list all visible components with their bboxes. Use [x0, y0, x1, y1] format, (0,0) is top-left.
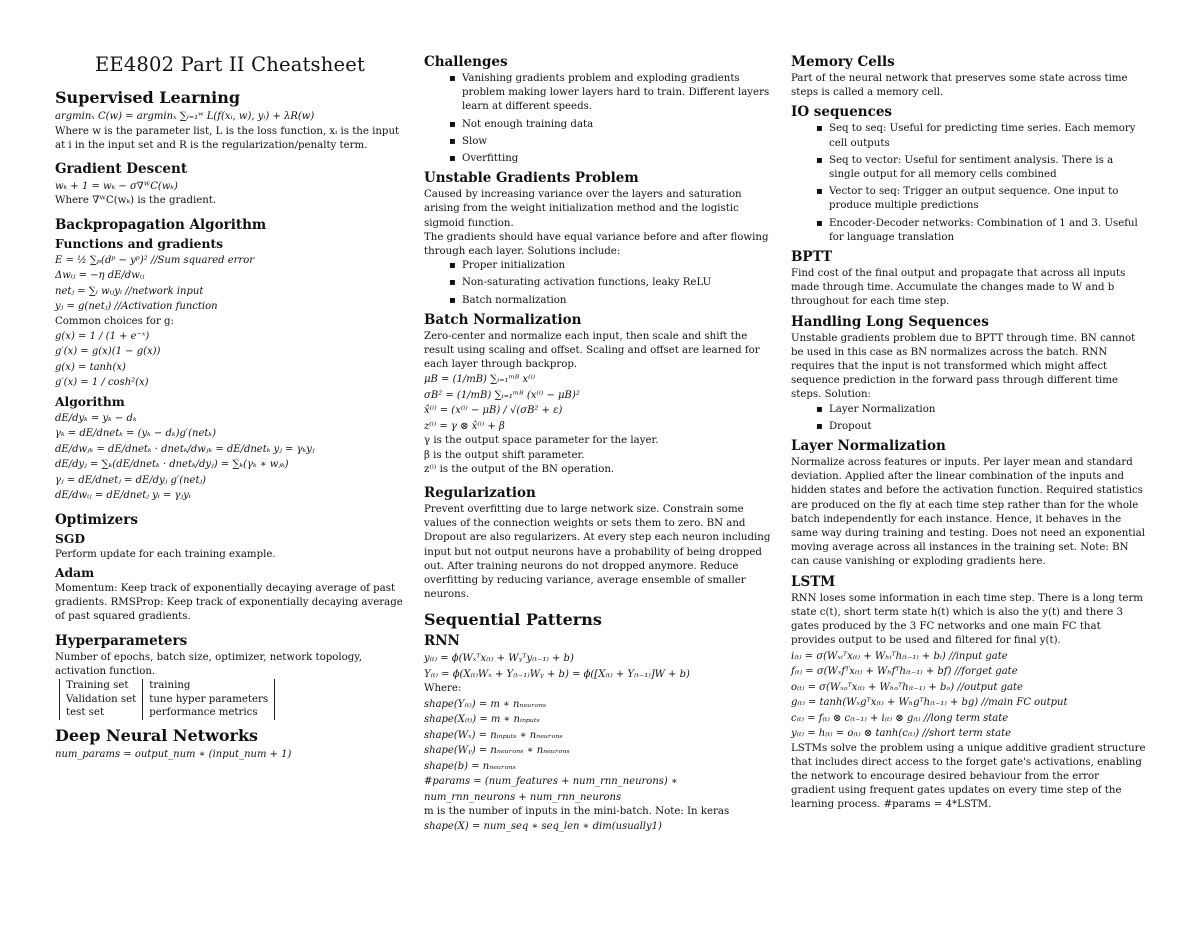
list-item: ▪ Slow [462, 135, 774, 149]
shape-formula: shape(Wᵧ) = nₙₑᵤᵣₒₙₛ ∗ nₙₑᵤᵣₒₙₛ [424, 745, 570, 757]
heading-sgd: SGD [55, 530, 86, 546]
list-item: ▪ Vanishing gradients problem and exploding gradients problem making lower layers hard to train. Different layers learn at different speeds. [462, 72, 774, 115]
batchnorm-formula: μΒ = (1/mΒ) ∑ᵢ₌₁ᵐᴮ x⁽ⁱ⁾ [424, 374, 536, 386]
heading-lstm: LSTM [791, 573, 836, 590]
shape-formula: shape(Wₓ) = nᵢₙₚᵤₜₛ ∗ nₙₑᵤᵣₒₙₛ [424, 729, 563, 741]
shape-formula: shape(X₍ₜ₎) = m ∗ nᵢₙₚᵤₜₛ [424, 714, 540, 726]
heading-adam: Adam [55, 565, 95, 581]
heading-batch-normalization: Batch Normalization [424, 311, 582, 328]
algorithm-formula: dE/dyⱼ = ∑ₖ(dE/dnetₖ · dnetₖ/dyⱼ) = ∑ₖ(γₖ ∗ wⱼₖ) [55, 459, 289, 471]
hyperparameters-text: Number of epochs, batch size, optimizer, network topology, activation function. [55, 651, 362, 677]
unstable-text: Caused by increasing variance over the layers and saturation arising from the weight initialization method and the logistic sigmoid function. [424, 189, 742, 229]
minibatch-note: m is the number of inputs in the mini-batch. Note: In keras [424, 806, 730, 818]
heading-backprop: Backpropagation Algorithm [55, 216, 267, 233]
adam-text: Momentum: Keep track of exponentially decaying average of past gradients. RMSProp: Keep track of exponentially decaying average of past squared gradients. [55, 583, 403, 623]
heading-challenges: Challenges [424, 54, 508, 70]
bptt-text: Find cost of the final output and propagate that across all inputs made through time. Accumulate the changes made to W and b throughout for each time step. [791, 268, 1126, 308]
batchnorm-text: Zero-center and normalize each input, then scale and shift the result using scaling and offset. Scaling and offset are learned for each layer through backprop. [424, 330, 760, 371]
heading-gradient-descent: Gradient Descent [55, 160, 188, 177]
lstm-formula: o₍ₜ₎ = σ(Wₓₒᵀx₍ₜ₎ + Wₕₒᵀh₍ₜ₋₁₎ + bₒ) //output gate [791, 681, 1023, 693]
list-item: ▪ Encoder-Decoder networks: Combination of 1 and 3. Useful for language translation [829, 217, 1146, 245]
backprop-formula: E = ½ ∑ₚ(dᵖ − yᵖ)² //Sum squared error [55, 254, 255, 266]
heading-hyperparameters: Hyperparameters [55, 632, 188, 649]
heading-rnn: RNN [424, 633, 460, 650]
table-cell: test set [60, 706, 143, 720]
batchnorm-note: z⁽ⁱ⁾ is the output of the BN operation. [424, 463, 615, 475]
algorithm-formula: dE/dwᵢⱼ = dE/dnetⱼ yᵢ = γⱼyᵢ [55, 490, 191, 502]
page-title: EE4802 Part II Cheatsheet [94, 53, 366, 76]
shape-formula: shape(Y₍ₜ₎) = m ∗ nₙₑᵤᵣₒₙₛ [424, 698, 547, 710]
list-item: ▪ Layer Normalization [829, 403, 1146, 417]
heading-algorithm: Algorithm [55, 393, 125, 409]
column-3 [791, 50, 1146, 813]
regularization-text: Prevent overfitting due to large network size. Constrain some values of the connection weights or sets them to zero. BN and Dropout are also regularizers. At every step each neuron including input but not output neurons have a probability of being dropped out. After training neurons do not dropped anymore. Reduce overfitting by reducing variance, average ensemble of smaller neurons. [424, 504, 771, 601]
lstm-formula: y₍ₜ₎ = h₍ₜ₎ = o₍ₜ₎ ⊗ tanh(c₍ₜ₎) //short term state [791, 728, 1012, 739]
lstm-formula: g₍ₜ₎ = tanh(Wₓgᵀx₍ₜ₎ + Wₕgᵀh₍ₜ₋₁₎ + bg) //main FC output [791, 697, 1068, 708]
activation-choice: g(x) = tanh(x) [55, 361, 126, 373]
column-1 [55, 50, 405, 762]
table-row [60, 706, 275, 720]
lstm-formula: i₍ₜ₎ = σ(Wₓᵢᵀx₍ₜ₎ + Wₕᵢᵀh₍ₜ₋₁₎ + bᵢ) //input gate [791, 650, 1008, 662]
shape-formula: num_rnn_neurons + num_rnn_neurons [424, 791, 622, 803]
hyperparameter-table [59, 679, 275, 720]
heading-sequential-patterns: Sequential Patterns [424, 610, 602, 630]
sgd-text: Perform update for each training example. [55, 548, 276, 560]
algorithm-formula: γₖ = dE/dnetₖ = (yₖ − dₖ)g′(netₖ) [55, 428, 216, 440]
backprop-formula: yⱼ = g(netⱼ) //Activation function [55, 301, 218, 313]
heading-functions-gradients: Functions and gradients [55, 235, 224, 251]
activation-choice: g′(x) = g(x)(1 − g(x)) [55, 346, 161, 358]
lstm-text: RNN loses some information in each time step. There is a long term state c(t), short term state h(t) which is also the y(t) and there 3 gates produced by the 3 FC networks and one main FC that provides output to be used and filtered for final y(t). [791, 592, 1143, 647]
long-seq-text: Unstable gradients problem due to BPTT through time. BN cannot be used in this case as BN normalizes across the batch. RNN requires that the input is not transformed which might affect sequence prediction in the forward pass through different time steps. Solution: [791, 332, 1136, 401]
long-seq-list [791, 403, 1146, 434]
batchnorm-formula: x̂⁽ⁱ⁾ = (x⁽ⁱ⁾ − μΒ) / √(σΒ² + ε) [424, 405, 563, 417]
table-cell: performance metrics [143, 706, 275, 720]
list-item: ▪ Vector to seq: Trigger an output sequence. One input to produce multiple predictions [829, 185, 1146, 213]
where-text: Where: [424, 683, 462, 695]
activation-choice: g(x) = 1 / (1 + e⁻ˣ) [55, 330, 150, 342]
heading-memory-cells: Memory Cells [791, 54, 895, 70]
lstm-formula: f₍ₜ₎ = σ(Wₓfᵀx₍ₜ₎ + Wₕfᵀh₍ₜ₋₁₎ + bf) //forget gate [791, 666, 1018, 677]
common-choices-text: Common choices for g: [55, 315, 175, 327]
algorithm-formula: γⱼ = dE/dnetⱼ = dE/dyⱼ g′(netⱼ) [55, 474, 207, 486]
gradient-descent-text: Where ∇ᵂC(wₖ) is the gradient. [55, 195, 217, 207]
batchnorm-formula: z⁽ⁱ⁾ = γ ⊗ x̂⁽ⁱ⁾ + β [424, 420, 505, 432]
list-item: ▪ Proper initialization [462, 259, 774, 273]
lstm-formula: c₍ₜ₎ = f₍ₜ₎ ⊗ c₍ₜ₋₁₎ + i₍ₜ₎ ⊗ g₍ₜ₎ //long term state [791, 712, 1009, 724]
list-item: ▪ Dropout [829, 420, 1146, 434]
activation-choice: g′(x) = 1 / cosh²(x) [55, 377, 149, 389]
list-item: ▪ Overfitting [462, 152, 774, 166]
backprop-formula: Δwᵢⱼ = −η dE/dwᵢⱼ [55, 270, 145, 282]
layernorm-text: Normalize across features or inputs. Per layer mean and standard deviation. Applied after the linear combination of the inputs and hidden states and before the activation function. Required statistics are produced on the fly at each time step rather than for the whole batch independently for each instance. Hence, it behaves in the same way during training and testing. Does not need an exponential moving average across all instances in the training set. Note: BN can cause vanishing or exploding gradients here. [791, 457, 1145, 568]
keras-shape-formula: shape(X) = num_seq ∗ seq_len ∗ dim(usually1) [424, 821, 662, 833]
heading-unstable-gradients: Unstable Gradients Problem [424, 170, 639, 187]
list-item: ▪ Not enough training data [462, 118, 774, 132]
list-item: ▪ Non-saturating activation functions, leaky ReLU [462, 276, 774, 290]
batchnorm-note: β is the output shift parameter. [424, 449, 585, 461]
algorithm-formula: dE/dyₖ = yₖ − dₖ [55, 412, 137, 424]
list-item: ▪ Batch normalization [462, 294, 774, 308]
unstable-solutions-list [424, 259, 774, 308]
gradient-descent-formula: wₖ + 1 = wₖ − σ∇ᵂC(wₖ) [55, 180, 178, 192]
shape-formula: shape(b) = nₙₑᵤᵣₒₙₛ [424, 760, 516, 772]
shape-formula: #params = (num_features + num_rnn_neurons) ∗ [424, 776, 678, 788]
heading-bptt: BPTT [791, 249, 833, 266]
table-row [60, 693, 275, 707]
challenges-list [424, 72, 774, 166]
heading-supervised-learning: Supervised Learning [55, 88, 241, 107]
list-item: ▪ Seq to vector: Useful for sentiment analysis. There is a single output for all memory cells combined [829, 154, 1146, 182]
table-cell: Training set [60, 679, 143, 693]
batchnorm-formula: σΒ² = (1/mΒ) ∑ᵢ₌₁ᵐᴮ (x⁽ⁱ⁾ − μΒ)² [424, 389, 580, 401]
io-list [791, 122, 1146, 245]
heading-dnn: Deep Neural Networks [55, 725, 259, 745]
dnn-formula: num_params = output_num ∗ (input_num + 1) [55, 748, 292, 760]
table-cell: tune hyper parameters [143, 693, 275, 707]
supervised-text: Where w is the parameter list, L is the loss function, xᵢ is the input at i in the input set and R is the regularization/penalty term. [55, 125, 400, 151]
memory-text: Part of the neural network that preserves some state across time steps is called a memory cell. [791, 73, 1128, 99]
column-2 [424, 50, 774, 835]
table-cell: Validation set [60, 693, 143, 707]
lstm-closing-text: LSTMs solve the problem using a unique additive gradient structure that includes direct access to the forget gate's activations, enabling the network to encourage desired behaviour from the error gradient using frequent gates updates on every time step of the learning process. #params = 4*LSTM. [791, 742, 1146, 811]
unstable-text: The gradients should have equal variance before and after flowing through each layer. Solutions include: [424, 231, 769, 258]
heading-long-sequences: Handling Long Sequences [791, 313, 989, 330]
backprop-formula: netⱼ = ∑ᵢ wᵢⱼyᵢ //network input [55, 285, 204, 297]
algorithm-formula: dE/dwⱼₖ = dE/dnetₖ · dnetₖ/dwⱼₖ = dE/dnetₖ yⱼ = γₖyⱼ [55, 443, 315, 455]
list-item: ▪ Seq to seq: Useful for predicting time series. Each memory cell outputs [829, 122, 1146, 150]
table-cell: training [143, 679, 275, 693]
table-row [60, 679, 275, 693]
batchnorm-note: γ is the output space parameter for the layer. [424, 435, 659, 447]
supervised-formula: argminₓ C(w) = argminₓ ∑ᵢ₌₁ʷ L(f(xᵢ, w), yᵢ) + λR(w) [55, 111, 315, 122]
heading-regularization: Regularization [424, 485, 536, 502]
rnn-formula: y₍ₜ₎ = ϕ(Wₓᵀx₍ₜ₎ + Wᵧᵀy₍ₜ₋₁₎ + b) [424, 653, 574, 665]
rnn-formula: Y₍ₜ₎ = ϕ(X₍ₜ₎Wₓ + Y₍ₜ₋₁₎Wᵧ + b) = ϕ([X₍ₜ₎ + Y₍ₜ₋₁₎]W + b) [424, 668, 690, 680]
heading-layer-normalization: Layer Normalization [791, 438, 946, 455]
heading-io-sequences: IO sequences [791, 104, 893, 121]
heading-optimizers: Optimizers [55, 511, 138, 528]
